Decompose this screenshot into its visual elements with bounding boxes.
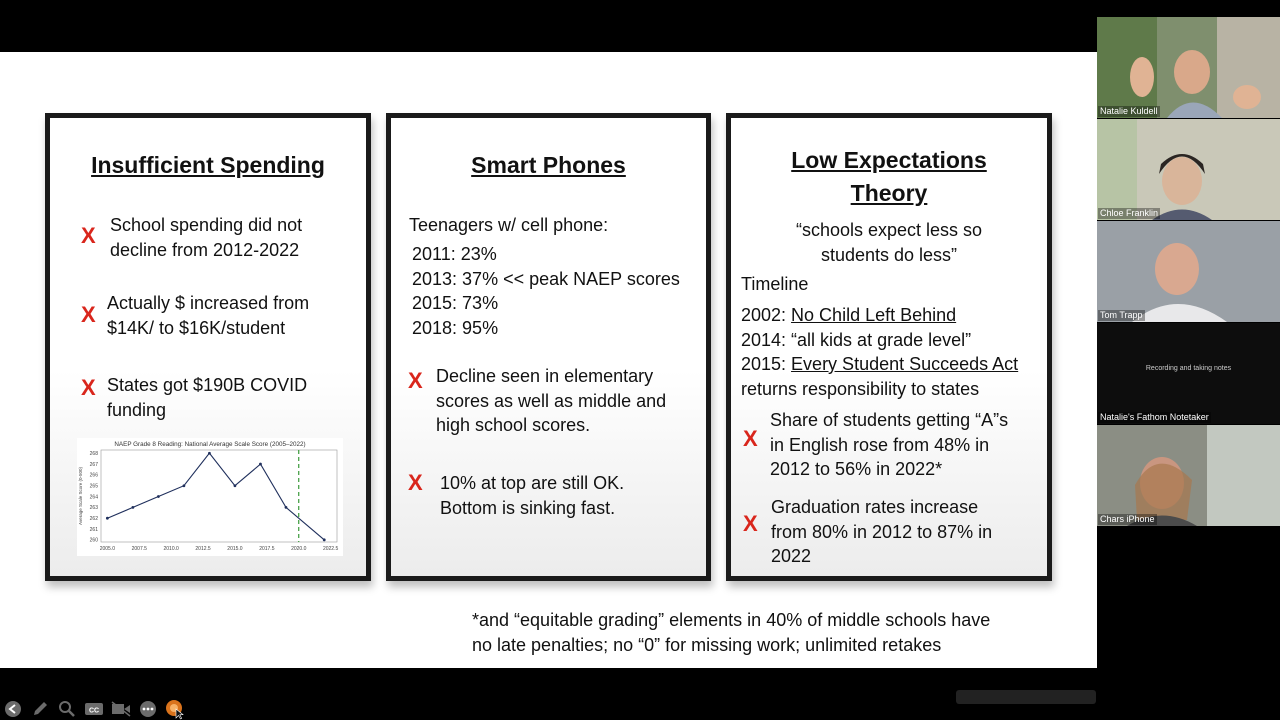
- bullet-text: 10% at top are still OK. Bottom is sinking fast.: [440, 473, 625, 518]
- y-tick-label: 266: [89, 472, 98, 479]
- naep-chart: [77, 438, 343, 556]
- x-tick-label: 2005.0: [99, 546, 116, 552]
- data-point: [234, 484, 237, 487]
- x-mark-icon: X: [81, 223, 96, 248]
- x-mark-icon: X: [81, 375, 96, 400]
- card-low-expectations: [726, 113, 1052, 581]
- bullet-text: Share of students getting “A”s in English rose from 48% in 2012 to 56% in 2022*: [770, 410, 1009, 479]
- participant-video: [1097, 221, 1280, 322]
- participant-video: [1097, 17, 1280, 118]
- participant-name: Natalie Kuldell: [1100, 106, 1158, 116]
- x-tick-label: 2017.5: [259, 546, 275, 552]
- bullet-text: School spending did not decline from 2012-2022: [110, 215, 303, 260]
- x-tick-label: 2022.5: [322, 546, 339, 552]
- chart-title: NAEP Grade 8 Reading: National Average Scale Score (2005–2022): [114, 441, 306, 448]
- participant-tile[interactable]: [1097, 119, 1280, 220]
- bullet-text: Decline seen in elementary scores as well as middle and high school scores.: [436, 366, 667, 435]
- stat-line: 2013: 37% << peak NAEP scores: [412, 268, 680, 289]
- data-point: [183, 484, 186, 487]
- participant-name: Chars iPhone: [1100, 514, 1155, 524]
- card-smart-phones: [386, 113, 711, 581]
- x-mark-icon: X: [743, 426, 758, 451]
- x-tick-label: 2007.5: [131, 546, 147, 552]
- y-tick-label: 268: [89, 451, 98, 458]
- y-tick-label: 267: [89, 461, 98, 468]
- stat-line: 2018: 95%: [412, 317, 499, 338]
- data-point: [208, 452, 211, 455]
- y-tick-label: 263: [89, 505, 98, 512]
- y-axis-label: Average Scale Score (0-500): [78, 467, 83, 525]
- slide: [0, 52, 1097, 715]
- captions-icon[interactable]: [83, 699, 104, 719]
- bullet-text: Graduation rates increase from 80% in 2012 to 87% in 2022: [771, 497, 993, 566]
- participant-tile[interactable]: [1097, 425, 1280, 526]
- footnote: *and “equitable grading” elements in 40% of middle schools have no late penalties; no “0” for missing work; unlimited retakes: [472, 610, 991, 655]
- video-icon[interactable]: [110, 699, 131, 719]
- clock-bar: [956, 690, 1096, 704]
- svg-text:CC: CC: [88, 707, 99, 715]
- presenter-toolbar: [2, 699, 185, 719]
- card-insufficient-spending: [45, 113, 371, 581]
- participant-tile[interactable]: [1097, 323, 1280, 424]
- data-point: [323, 538, 326, 541]
- y-tick-label: 264: [89, 494, 98, 501]
- back-arrow-icon[interactable]: [2, 699, 23, 719]
- x-tick-label: 2020.0: [291, 546, 307, 552]
- y-tick-label: 261: [89, 526, 98, 533]
- stats-list: [412, 242, 680, 340]
- plot-frame: [101, 450, 337, 542]
- recording-note: Recording and taking notes: [1145, 365, 1232, 372]
- bullet-text: Actually $ increased from $14K/ to $16K/student: [107, 293, 310, 338]
- x-mark-icon: X: [743, 511, 758, 536]
- participant-name: Natalie's Fathom Notetaker: [1100, 412, 1209, 422]
- participant-name: Chloe Franklin: [1100, 208, 1159, 218]
- data-point: [285, 506, 288, 509]
- participant-tile[interactable]: [1097, 17, 1280, 118]
- stat-line: 2015: 73%: [412, 293, 499, 313]
- timeline-label: Timeline: [741, 274, 809, 294]
- stat-line: 2011: 23%: [412, 244, 497, 264]
- card-title: Low Expectations Theory: [791, 147, 987, 206]
- x-mark-icon: X: [408, 470, 423, 495]
- participant-video: [1097, 119, 1280, 220]
- card-title: Smart Phones: [471, 152, 626, 178]
- pointer-icon[interactable]: [164, 699, 185, 719]
- x-mark-icon: X: [81, 302, 96, 327]
- x-mark-icon: X: [408, 368, 423, 393]
- pen-icon[interactable]: [29, 699, 50, 719]
- participant-name: Tom Trapp: [1100, 310, 1143, 320]
- data-point: [106, 517, 109, 520]
- participant-panel: [1097, 17, 1280, 528]
- zoom-icon[interactable]: [56, 699, 77, 719]
- bullet-text: States got $190B COVID funding: [107, 375, 308, 420]
- y-tick-label: 260: [89, 537, 98, 544]
- more-icon[interactable]: [137, 699, 158, 719]
- timeline-list: 2002: No Child Left Behind 2014: “all kids at grade level” 2015: Every Student Succeeds Act returns responsibility to states: [741, 305, 1019, 399]
- x-tick-label: 2010.0: [163, 546, 179, 552]
- data-point: [157, 495, 160, 498]
- quote-text: “schools expect less so students do less”: [795, 220, 983, 265]
- y-tick-label: 265: [89, 483, 98, 490]
- x-tick-label: 2012.5: [195, 546, 211, 552]
- participant-tile[interactable]: [1097, 221, 1280, 322]
- x-tick-label: 2015.0: [227, 546, 243, 552]
- y-tick-label: 262: [89, 515, 98, 522]
- participant-video: [1097, 425, 1280, 526]
- chart-svg: [77, 438, 343, 556]
- series-line: [107, 453, 324, 540]
- card-title: Insufficient Spending: [91, 152, 325, 178]
- data-point: [131, 506, 134, 509]
- intro-text: Teenagers w/ cell phone:: [409, 215, 609, 235]
- data-point: [259, 463, 262, 466]
